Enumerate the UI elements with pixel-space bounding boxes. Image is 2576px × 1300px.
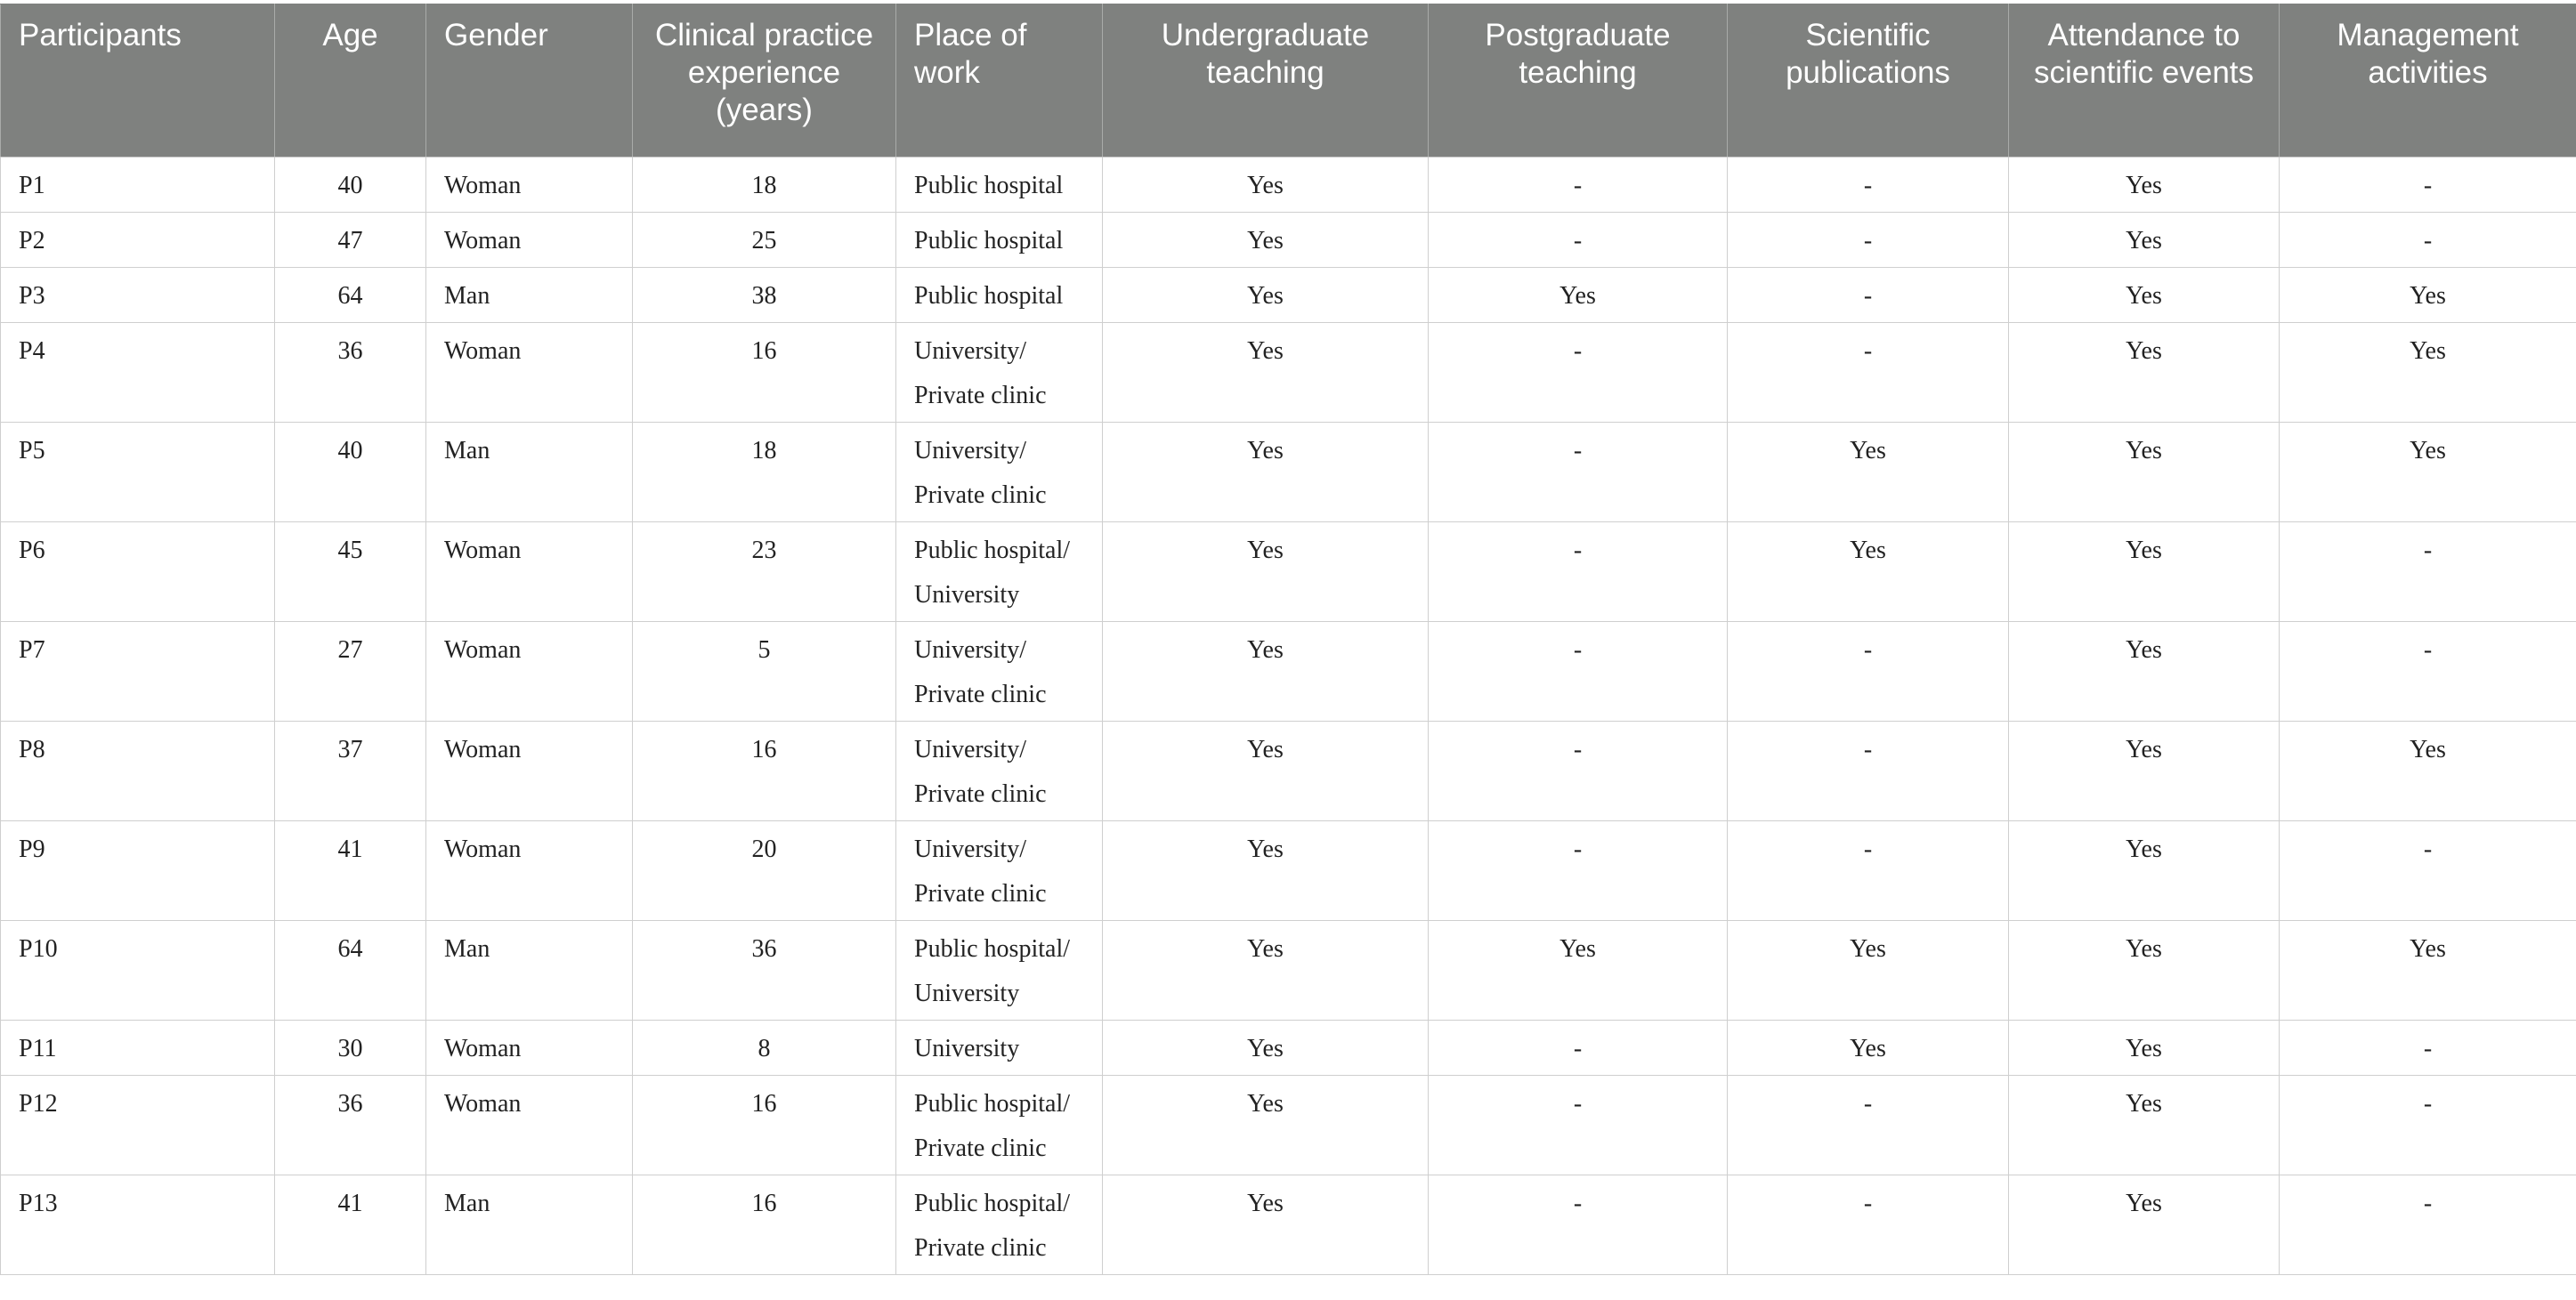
cell-participant: P9: [1, 821, 275, 921]
cell-participant: P12: [1, 1076, 275, 1175]
cell-undergraduate-teaching: Yes: [1103, 323, 1429, 423]
cell-management-activities: -: [2280, 1076, 2576, 1175]
place-of-work-line-1: University: [914, 1035, 1020, 1062]
cell-clinical-experience: 20: [633, 821, 896, 921]
place-of-work-line-2: University: [914, 980, 1020, 1007]
cell-attendance-scientific-events: Yes: [2009, 821, 2280, 921]
cell-attendance-scientific-events: Yes: [2009, 323, 2280, 423]
cell-management-activities: -: [2280, 622, 2576, 722]
cell-management-activities: Yes: [2280, 722, 2576, 821]
table-row: [1, 1175, 2576, 1275]
cell-gender: Woman: [426, 622, 633, 722]
cell-gender: Man: [426, 423, 633, 522]
cell-gender: Man: [426, 921, 633, 1021]
cell-postgraduate-teaching: -: [1429, 622, 1728, 722]
cell-scientific-publications: -: [1728, 1076, 2009, 1175]
place-of-work-line-1: University/: [914, 636, 1026, 664]
cell-age: 41: [275, 821, 426, 921]
header-gender: Gender: [426, 4, 633, 157]
cell-age: 27: [275, 622, 426, 722]
cell-place-of-work: [896, 1021, 1103, 1076]
cell-clinical-experience: 23: [633, 522, 896, 622]
cell-postgraduate-teaching: -: [1429, 213, 1728, 268]
header-age: Age: [275, 4, 426, 157]
cell-attendance-scientific-events: Yes: [2009, 1076, 2280, 1175]
cell-management-activities: Yes: [2280, 423, 2576, 522]
cell-place-of-work: [896, 921, 1103, 1021]
table-row: [1, 921, 2576, 1021]
header-clinical-experience: Clinical practice experience (years): [633, 4, 896, 157]
cell-participant: P3: [1, 268, 275, 323]
cell-postgraduate-teaching: -: [1429, 522, 1728, 622]
cell-postgraduate-teaching: -: [1429, 323, 1728, 423]
cell-participant: P6: [1, 522, 275, 622]
cell-participant: P4: [1, 323, 275, 423]
place-of-work-line-2: Private clinic: [914, 1234, 1047, 1262]
cell-attendance-scientific-events: Yes: [2009, 622, 2280, 722]
place-of-work-line-1: University/: [914, 437, 1026, 464]
cell-clinical-experience: 18: [633, 157, 896, 213]
cell-undergraduate-teaching: Yes: [1103, 157, 1429, 213]
table-row: [1, 423, 2576, 522]
cell-undergraduate-teaching: Yes: [1103, 622, 1429, 722]
table-body: [1, 157, 2576, 1275]
cell-clinical-experience: 36: [633, 921, 896, 1021]
cell-clinical-experience: 8: [633, 1021, 896, 1076]
cell-age: 47: [275, 213, 426, 268]
cell-postgraduate-teaching: -: [1429, 1076, 1728, 1175]
cell-undergraduate-teaching: Yes: [1103, 1021, 1429, 1076]
cell-management-activities: Yes: [2280, 921, 2576, 1021]
cell-age: 40: [275, 423, 426, 522]
cell-management-activities: -: [2280, 821, 2576, 921]
place-of-work-line-1: Public hospital/: [914, 537, 1070, 564]
cell-participant: P10: [1, 921, 275, 1021]
table-row: [1, 622, 2576, 722]
cell-participant: P1: [1, 157, 275, 213]
cell-attendance-scientific-events: Yes: [2009, 213, 2280, 268]
cell-scientific-publications: -: [1728, 157, 2009, 213]
cell-participant: P11: [1, 1021, 275, 1076]
table-row: [1, 268, 2576, 323]
cell-postgraduate-teaching: -: [1429, 157, 1728, 213]
cell-gender: Woman: [426, 213, 633, 268]
cell-attendance-scientific-events: Yes: [2009, 268, 2280, 323]
cell-gender: Woman: [426, 323, 633, 423]
cell-age: 64: [275, 921, 426, 1021]
cell-scientific-publications: -: [1728, 323, 2009, 423]
cell-clinical-experience: 25: [633, 213, 896, 268]
cell-place-of-work: [896, 157, 1103, 213]
cell-participant: P13: [1, 1175, 275, 1275]
header-scientific-publications: Scientific publications: [1728, 4, 2009, 157]
cell-participant: P8: [1, 722, 275, 821]
cell-gender: Woman: [426, 1076, 633, 1175]
cell-postgraduate-teaching: -: [1429, 722, 1728, 821]
table-row: [1, 157, 2576, 213]
table-row: [1, 1076, 2576, 1175]
place-of-work-line-2: Private clinic: [914, 681, 1047, 708]
cell-undergraduate-teaching: Yes: [1103, 921, 1429, 1021]
cell-scientific-publications: Yes: [1728, 423, 2009, 522]
table-row: [1, 1021, 2576, 1076]
cell-scientific-publications: -: [1728, 821, 2009, 921]
table-row: [1, 213, 2576, 268]
place-of-work-line-1: University/: [914, 836, 1026, 863]
cell-scientific-publications: Yes: [1728, 522, 2009, 622]
cell-scientific-publications: -: [1728, 213, 2009, 268]
header-row: [1, 4, 2576, 157]
place-of-work-line-1: University/: [914, 337, 1026, 365]
cell-place-of-work: [896, 1175, 1103, 1275]
cell-attendance-scientific-events: Yes: [2009, 1175, 2280, 1275]
cell-clinical-experience: 38: [633, 268, 896, 323]
cell-postgraduate-teaching: -: [1429, 1021, 1728, 1076]
cell-place-of-work: [896, 268, 1103, 323]
place-of-work-line-1: Public hospital/: [914, 1090, 1070, 1118]
table-row: [1, 722, 2576, 821]
cell-gender: Woman: [426, 157, 633, 213]
place-of-work-line-2: Private clinic: [914, 1134, 1047, 1162]
cell-management-activities: Yes: [2280, 268, 2576, 323]
cell-gender: Man: [426, 1175, 633, 1275]
cell-attendance-scientific-events: Yes: [2009, 423, 2280, 522]
cell-age: 40: [275, 157, 426, 213]
cell-age: 45: [275, 522, 426, 622]
cell-gender: Woman: [426, 522, 633, 622]
cell-postgraduate-teaching: -: [1429, 821, 1728, 921]
cell-management-activities: -: [2280, 522, 2576, 622]
cell-management-activities: Yes: [2280, 323, 2576, 423]
cell-postgraduate-teaching: Yes: [1429, 921, 1728, 1021]
cell-scientific-publications: Yes: [1728, 1021, 2009, 1076]
cell-place-of-work: [896, 622, 1103, 722]
cell-attendance-scientific-events: Yes: [2009, 722, 2280, 821]
cell-undergraduate-teaching: Yes: [1103, 1076, 1429, 1175]
cell-undergraduate-teaching: Yes: [1103, 1175, 1429, 1275]
cell-place-of-work: [896, 1076, 1103, 1175]
place-of-work-line-1: Public hospital: [914, 227, 1064, 254]
cell-age: 64: [275, 268, 426, 323]
cell-gender: Woman: [426, 1021, 633, 1076]
place-of-work-line-1: Public hospital: [914, 282, 1064, 310]
cell-participant: P2: [1, 213, 275, 268]
table-row: [1, 522, 2576, 622]
cell-clinical-experience: 16: [633, 323, 896, 423]
cell-undergraduate-teaching: Yes: [1103, 423, 1429, 522]
cell-place-of-work: [896, 213, 1103, 268]
cell-scientific-publications: -: [1728, 1175, 2009, 1275]
cell-undergraduate-teaching: Yes: [1103, 268, 1429, 323]
cell-clinical-experience: 18: [633, 423, 896, 522]
place-of-work-line-2: Private clinic: [914, 481, 1047, 509]
header-management-activities: Management activities: [2280, 4, 2576, 157]
cell-undergraduate-teaching: Yes: [1103, 213, 1429, 268]
table-row: [1, 821, 2576, 921]
place-of-work-line-2: Private clinic: [914, 880, 1047, 908]
cell-undergraduate-teaching: Yes: [1103, 722, 1429, 821]
cell-age: 41: [275, 1175, 426, 1275]
cell-age: 36: [275, 1076, 426, 1175]
header-postgraduate-teaching: Postgraduate teaching: [1429, 4, 1728, 157]
place-of-work-line-2: Private clinic: [914, 780, 1047, 808]
cell-gender: Woman: [426, 821, 633, 921]
cell-place-of-work: [896, 722, 1103, 821]
cell-clinical-experience: 5: [633, 622, 896, 722]
cell-scientific-publications: Yes: [1728, 921, 2009, 1021]
cell-management-activities: -: [2280, 157, 2576, 213]
cell-clinical-experience: 16: [633, 1175, 896, 1275]
cell-management-activities: -: [2280, 213, 2576, 268]
place-of-work-line-2: University: [914, 581, 1020, 609]
cell-scientific-publications: -: [1728, 268, 2009, 323]
place-of-work-line-2: Private clinic: [914, 382, 1047, 409]
cell-age: 37: [275, 722, 426, 821]
cell-management-activities: -: [2280, 1175, 2576, 1275]
header-place-of-work: Place of work: [896, 4, 1103, 157]
cell-place-of-work: [896, 423, 1103, 522]
cell-age: 36: [275, 323, 426, 423]
cell-gender: Man: [426, 268, 633, 323]
cell-gender: Woman: [426, 722, 633, 821]
cell-scientific-publications: -: [1728, 722, 2009, 821]
table-header: [1, 4, 2576, 157]
cell-place-of-work: [896, 821, 1103, 921]
cell-place-of-work: [896, 323, 1103, 423]
cell-participant: P7: [1, 622, 275, 722]
table-row: [1, 323, 2576, 423]
cell-attendance-scientific-events: Yes: [2009, 921, 2280, 1021]
cell-undergraduate-teaching: Yes: [1103, 522, 1429, 622]
cell-age: 30: [275, 1021, 426, 1076]
cell-attendance-scientific-events: Yes: [2009, 157, 2280, 213]
place-of-work-line-1: University/: [914, 736, 1026, 763]
place-of-work-line-1: Public hospital/: [914, 935, 1070, 963]
place-of-work-line-1: Public hospital: [914, 172, 1064, 199]
cell-clinical-experience: 16: [633, 722, 896, 821]
header-participants: Participants: [1, 4, 275, 157]
cell-postgraduate-teaching: -: [1429, 423, 1728, 522]
cell-attendance-scientific-events: Yes: [2009, 1021, 2280, 1076]
cell-postgraduate-teaching: Yes: [1429, 268, 1728, 323]
cell-undergraduate-teaching: Yes: [1103, 821, 1429, 921]
participants-table: [0, 4, 2576, 1275]
header-undergraduate-teaching: Undergraduate teaching: [1103, 4, 1429, 157]
cell-scientific-publications: -: [1728, 622, 2009, 722]
cell-place-of-work: [896, 522, 1103, 622]
cell-participant: P5: [1, 423, 275, 522]
cell-attendance-scientific-events: Yes: [2009, 522, 2280, 622]
header-attendance-scientific-events: Attendance to scientific events: [2009, 4, 2280, 157]
cell-clinical-experience: 16: [633, 1076, 896, 1175]
place-of-work-line-1: Public hospital/: [914, 1190, 1070, 1217]
cell-management-activities: -: [2280, 1021, 2576, 1076]
cell-postgraduate-teaching: -: [1429, 1175, 1728, 1275]
